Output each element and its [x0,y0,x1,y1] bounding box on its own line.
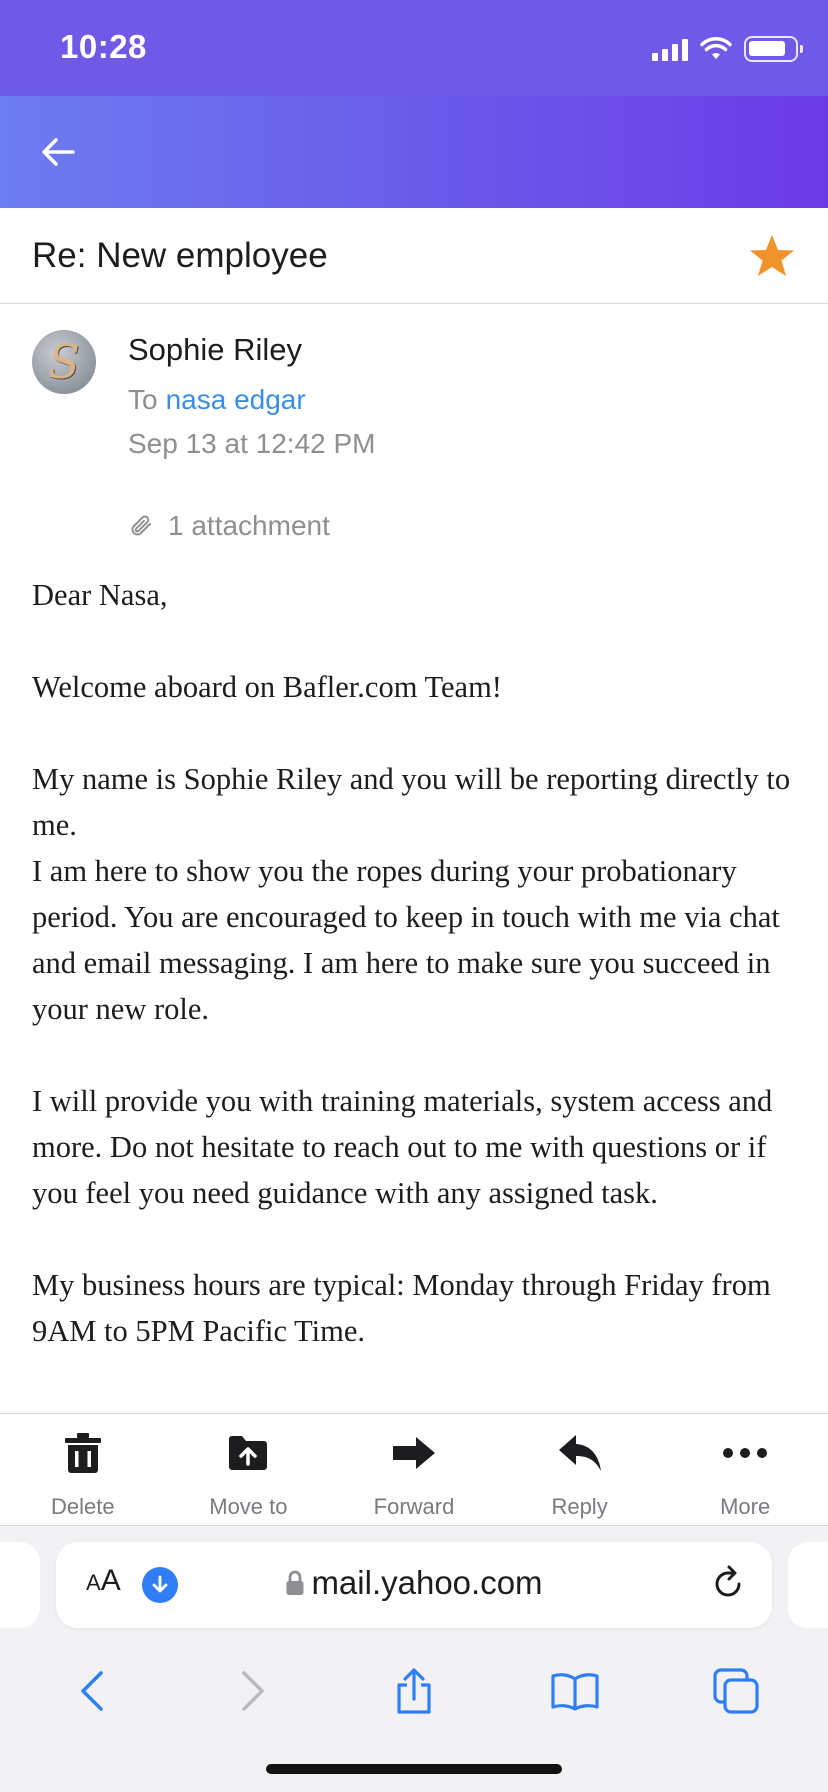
share-button[interactable] [374,1661,454,1721]
attachment-link[interactable] [128,508,330,544]
book-icon [550,1671,600,1711]
to-label: To [128,384,158,415]
back-button[interactable] [32,126,84,178]
delete-label: Delete [51,1494,115,1519]
share-icon [394,1667,434,1715]
delete-button[interactable] [0,1414,166,1525]
attachment-label: 1 attachment [168,510,330,541]
status-time: 10:28 [60,28,147,65]
subject-row [0,208,828,304]
chevron-right-icon [240,1670,266,1712]
chevron-left-icon [79,1670,105,1712]
body-greeting: Dear Nasa, [32,578,168,612]
browser-navigation [0,1656,828,1726]
action-toolbar [0,1413,828,1526]
sent-date: Sep 13 at 12:42 PM [128,428,376,459]
tabs-icon [713,1668,759,1714]
folder-move-icon [227,1435,269,1471]
tabs-button[interactable] [696,1661,776,1721]
more-label: More [720,1494,771,1519]
paperclip-icon [128,513,154,539]
email-body [32,572,802,1412]
url-display[interactable] [56,1564,772,1602]
more-button[interactable] [662,1414,828,1525]
email-subject: Re: New employee [32,236,328,275]
app-header [0,96,828,208]
sender-name[interactable]: Sophie Riley [128,332,303,367]
star-button[interactable] [748,232,796,280]
lock-icon [285,1570,305,1596]
reload-button[interactable] [710,1564,746,1607]
body-intro-1: My name is Sophie Riley and you will be reporting directly to me. [32,762,791,842]
sender-avatar[interactable]: S [32,330,96,394]
reply-arrow-icon [558,1434,602,1472]
status-bar [0,0,828,96]
body-hours: My business hours are typical: Monday through Friday from 9AM to 5PM Pacific Time. [32,1268,771,1348]
more-dots-icon [722,1447,768,1459]
status-icons [652,34,798,64]
body-welcome: Welcome aboard on Bafler.com Team! [32,670,502,704]
reader-options-button[interactable]: AA [86,1564,121,1597]
cellular-signal-icon [652,37,688,61]
bookmarks-button[interactable] [535,1661,615,1721]
battery-icon [744,36,798,62]
browser-forward-button[interactable] [213,1661,293,1721]
arrow-left-icon [41,137,75,167]
previous-tab-preview[interactable] [0,1542,40,1628]
wifi-icon [700,37,732,61]
body-intro-2: I am here to show you the ropes during your probationary period. You are encouraged to keep in touch with me via chat and email messaging. I am here to make sure you succeed in your new role. [32,854,780,1026]
browser-chrome [0,1526,828,1792]
body-training: I will provide you with training materials, system access and more. Do not hesitate to reach out to me with questions or if you feel you need guidance with any assigned task. [32,1084,773,1210]
recipient-line [128,384,306,416]
forward-label: Forward [373,1494,455,1519]
address-bar[interactable] [56,1542,772,1628]
star-icon [748,232,796,280]
reply-label: Reply [551,1494,608,1519]
next-tab-preview[interactable] [788,1542,828,1628]
forward-button[interactable] [331,1414,497,1525]
forward-arrow-icon [392,1436,436,1470]
move-to-label: Move to [209,1494,288,1519]
url-text: mail.yahoo.com [311,1564,543,1601]
home-indicator[interactable] [266,1764,562,1774]
reload-icon [710,1564,746,1602]
move-to-button[interactable] [166,1414,332,1525]
reply-button[interactable] [497,1414,663,1525]
trash-icon [64,1432,102,1474]
browser-back-button[interactable] [52,1661,132,1721]
recipient-name[interactable]: nasa edgar [165,384,306,415]
